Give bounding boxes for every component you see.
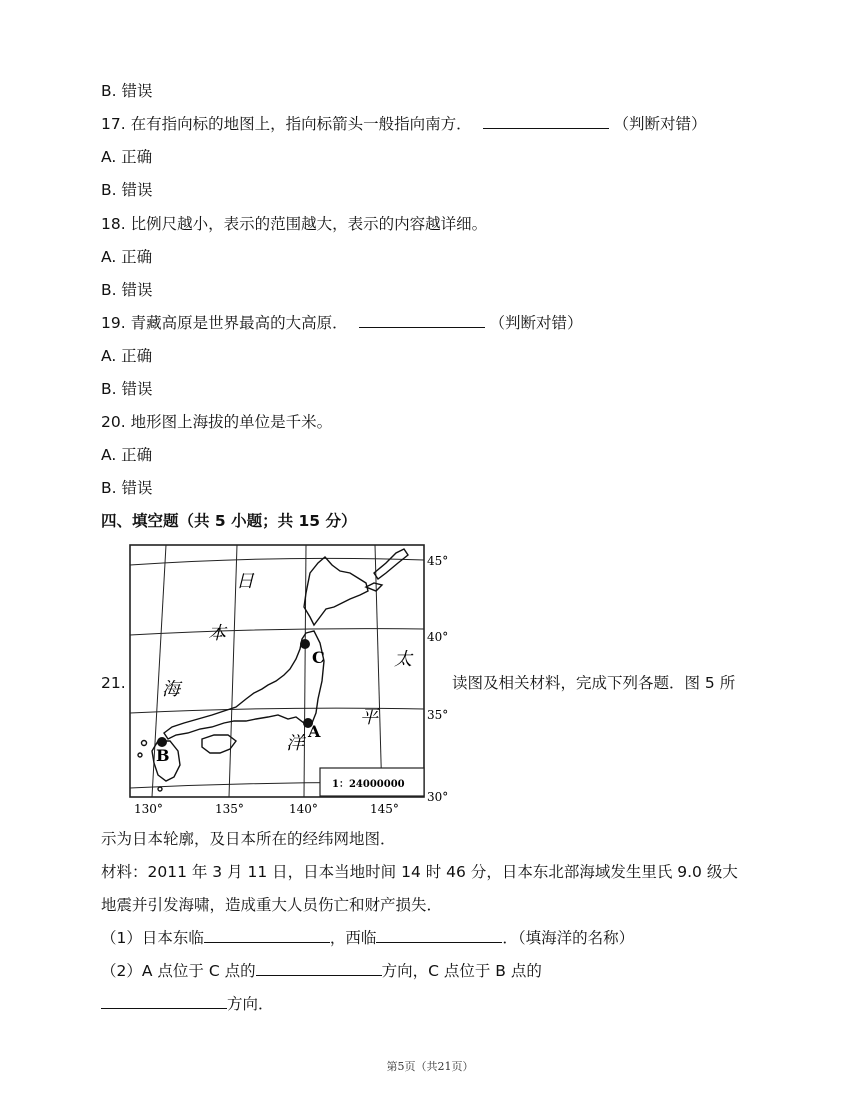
question-21-sub1 [101,928,634,948]
option-b-q20: B. 错误 [101,479,153,497]
section-heading: 四、填空题（共 5 小题；共 15 分） [101,512,357,530]
answer-blank-west-sea[interactable] [376,928,502,943]
option-a-q20: A. 正确 [101,446,153,464]
sea-char-1: 日 [236,571,254,592]
question-18: 18. 比例尺越小，表示的范围越大，表示的内容越详细。 [101,215,488,233]
ocean-char-2: 平 [360,707,378,728]
japan-graticule-map [128,543,458,818]
sub1-part-a: （1）日本东临 [101,929,204,947]
option-a-q18: A. 正确 [101,248,153,266]
question-21-material-1: 材料：2011 年 3 月 11 日，日本当地时间 14 时 46 分，日本东北部海域发生里氏 9.0 级大 [101,863,738,881]
lat-label-45: 45° [427,554,449,568]
point-c-dot [300,639,310,649]
point-b-label: B [156,746,170,765]
question-17-suffix: （判断对错） [613,115,707,133]
point-a-label: A [308,722,321,741]
ocean-char-1: 太 [394,649,412,670]
question-19 [101,313,582,333]
lon-label-135: 135° [215,802,244,816]
option-b-q19: B. 错误 [101,380,153,398]
option-b-q17: B. 错误 [101,181,153,199]
question-21-sub2 [101,961,542,981]
japan-outline [138,549,408,791]
sea-char-3: 海 [162,679,180,700]
lat-label-35: 35° [427,708,449,722]
question-21-intro-cont: 示为日本轮廓，及日本所在的经纬网地图． [101,830,396,848]
page-footer: 第5页（共21页） [386,1060,474,1073]
lon-label-140: 140° [289,802,318,816]
question-19-suffix: （判断对错） [489,314,583,332]
lat-label-40: 40° [427,630,449,644]
sub1-part-c: ．（填海洋的名称） [502,929,635,947]
lat-label-30: 30° [427,790,449,804]
option-b-q18: B. 错误 [101,281,153,299]
answer-blank-c-of-b[interactable] [101,994,227,1009]
sub2-part-a: （2）A 点位于 C 点的 [101,962,256,980]
question-21-number: 21. [101,674,126,692]
answer-blank-19[interactable] [359,313,485,328]
lon-label-145: 145° [370,802,399,816]
question-17-text: 17. 在有指向标的地图上，指向标箭头一般指向南方． [101,115,472,133]
option-a-q17: A. 正确 [101,148,153,166]
sub2-part-c: 方向． [227,995,274,1013]
point-c-label: C [312,648,325,667]
question-20: 20. 地形图上海拔的单位是千米。 [101,413,333,431]
sub2-part-b: 方向，C 点位于 B 点的 [381,962,542,980]
question-19-text: 19. 青藏高原是世界最高的大高原． [101,314,348,332]
answer-blank-17[interactable] [483,114,609,129]
option-b-q16: B. 错误 [101,82,153,100]
scale-text: 1：24000000 [332,779,405,790]
sea-char-2: 本 [208,623,226,644]
sub1-part-b: ，西临 [329,929,377,947]
option-a-q19: A. 正确 [101,347,153,365]
answer-blank-east-ocean[interactable] [204,928,330,943]
lon-label-130: 130° [134,802,163,816]
answer-blank-a-of-c[interactable] [256,961,382,976]
question-21-intro: 读图及相关材料，完成下列各题．图 5 所 [452,674,736,692]
ocean-char-3: 洋 [286,733,304,754]
question-21-sub2-cont [101,994,274,1014]
question-21-material-2: 地震并引发海啸，造成重大人员伤亡和财产损失． [101,896,443,914]
question-17 [101,114,706,134]
